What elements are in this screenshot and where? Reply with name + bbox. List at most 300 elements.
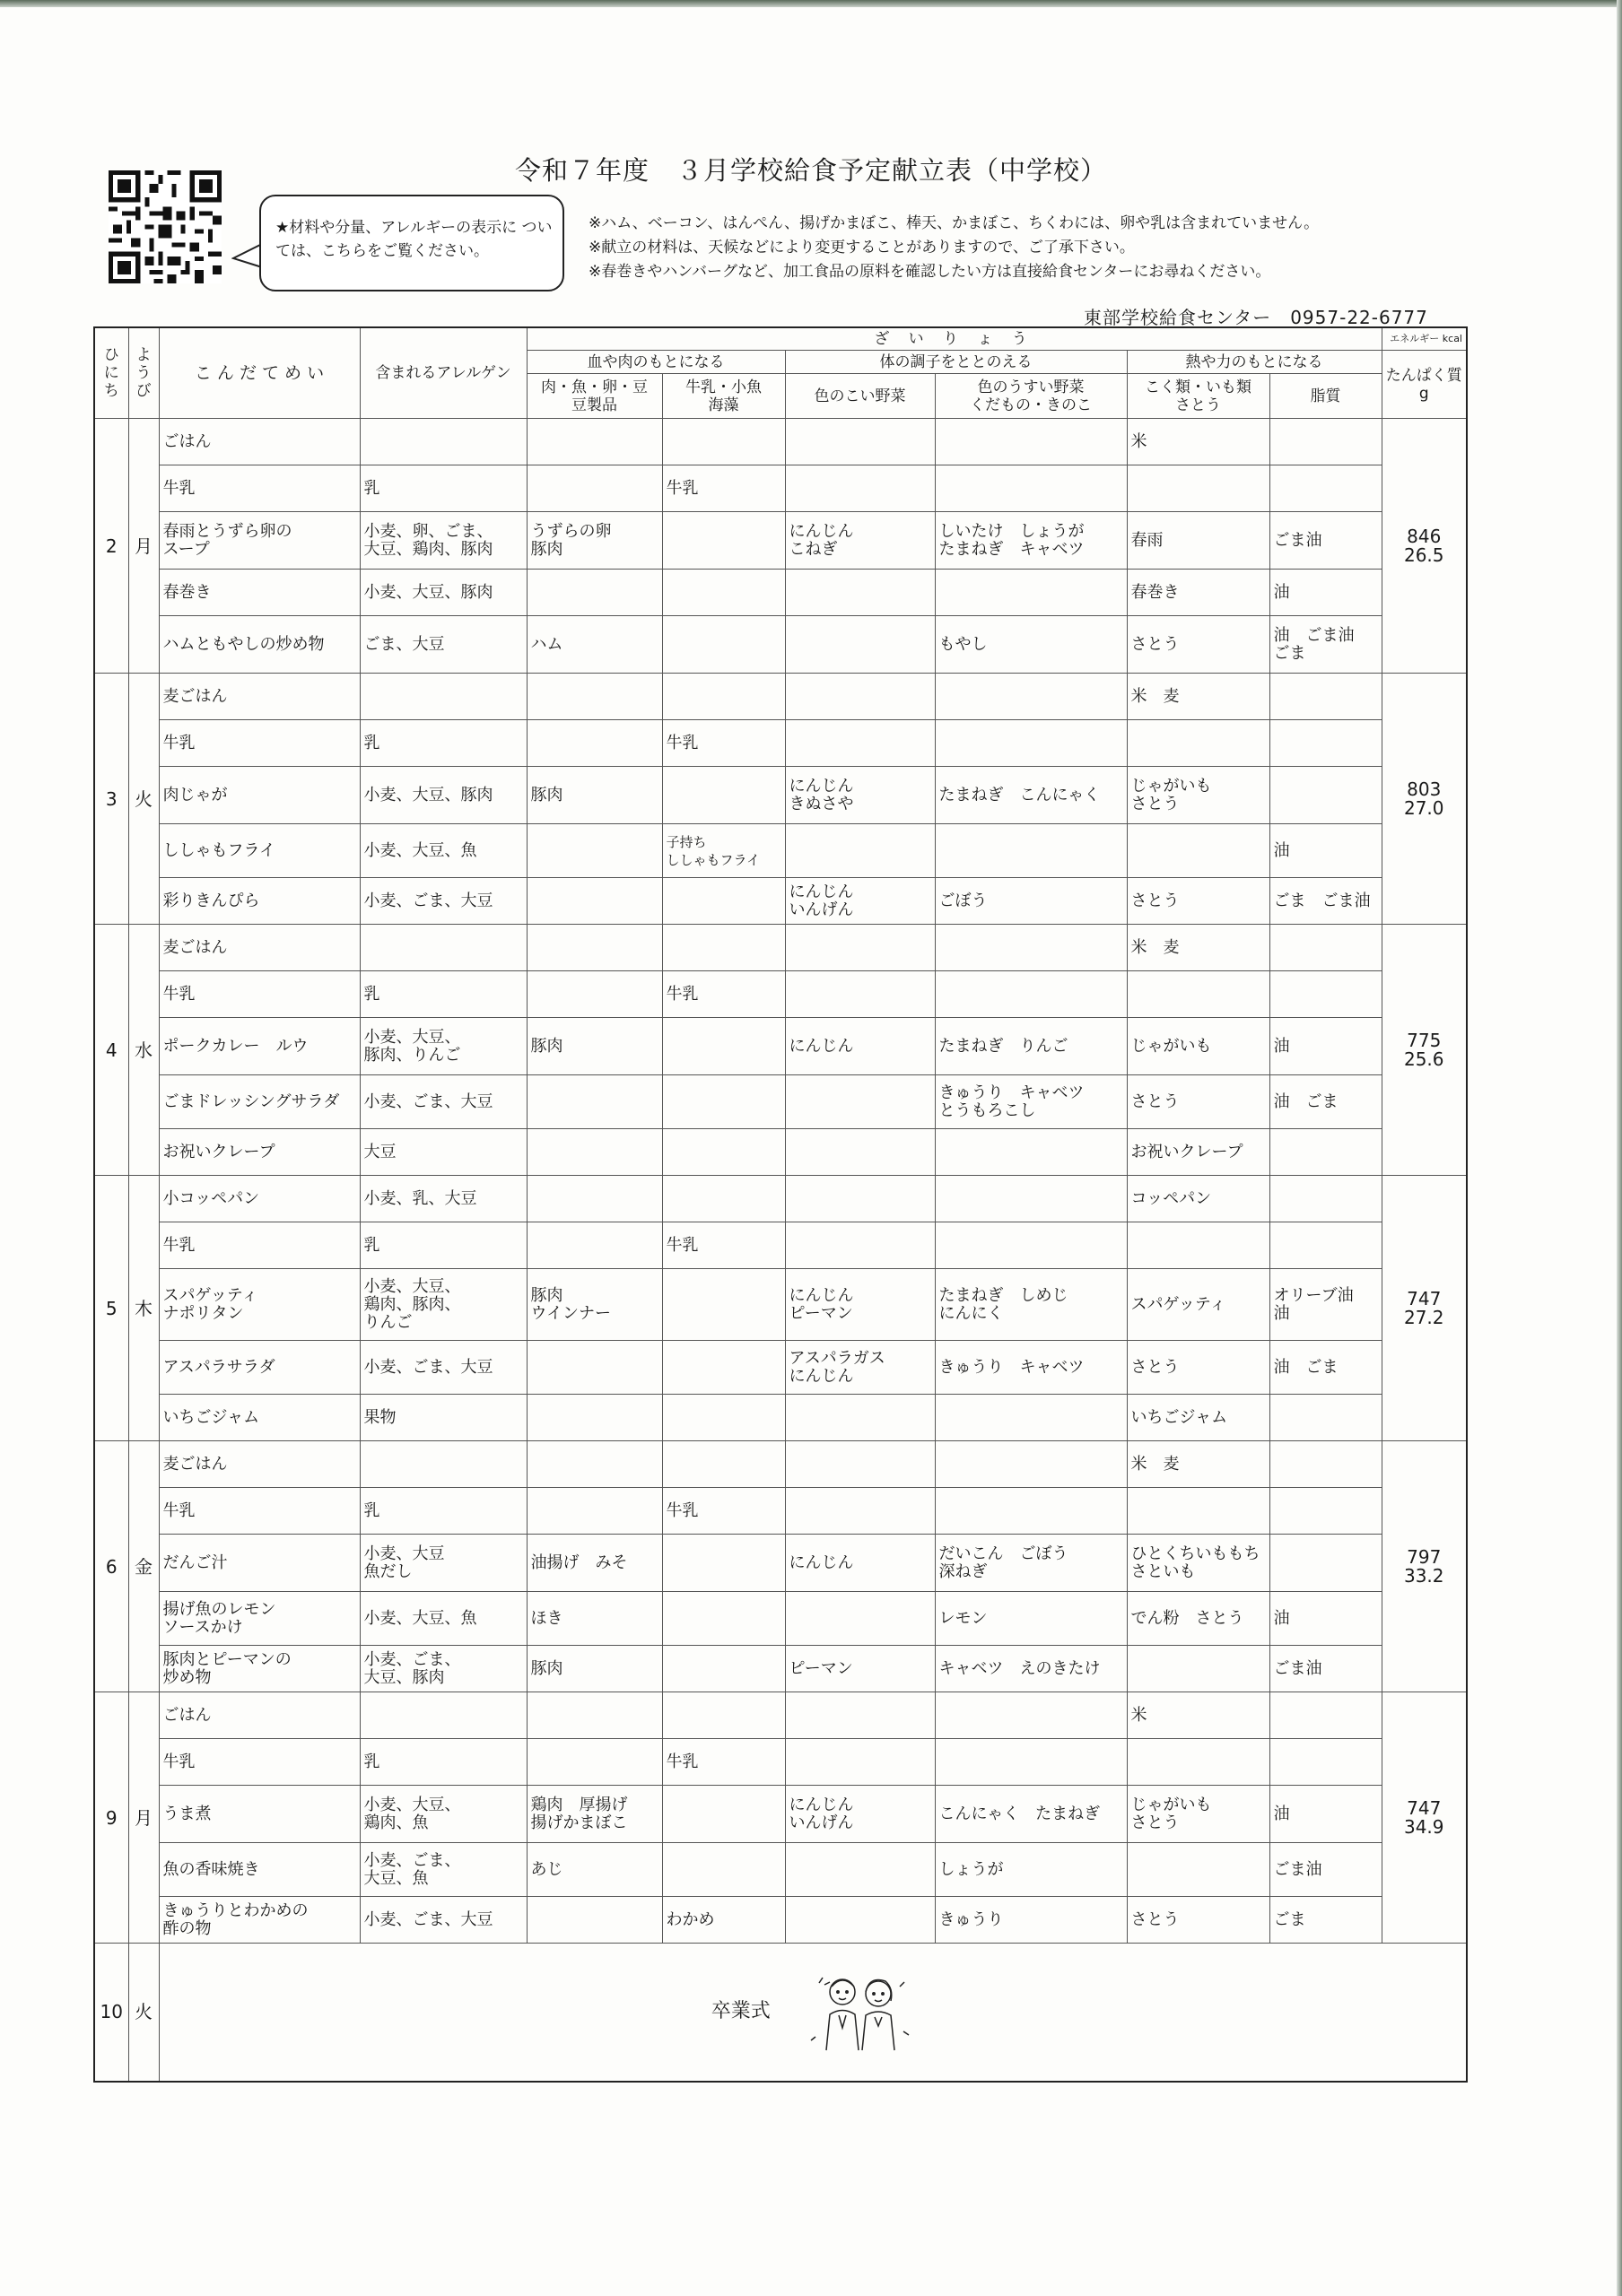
table-row	[94, 419, 1467, 465]
ing-protein	[527, 1488, 662, 1535]
ing-dark-veg: にんじん ピーマン	[785, 1269, 935, 1341]
table-row	[94, 1786, 1467, 1843]
ing-fat: 油	[1269, 1018, 1382, 1075]
ing-protein	[527, 1075, 662, 1129]
ing-milk-seaweed: 牛乳	[662, 465, 785, 512]
allergens: 小麦、ごま、 大豆、魚	[360, 1843, 527, 1897]
ing-protein: 豚肉	[527, 1646, 662, 1692]
ing-milk-seaweed: 牛乳	[662, 971, 785, 1018]
ing-protein: 豚肉	[527, 1018, 662, 1075]
header-c6: 脂質	[1269, 374, 1382, 419]
table-row	[94, 1269, 1467, 1341]
header-group-yellow: 熱や力のもとになる	[1127, 351, 1382, 374]
dish-name: ハムともやしの炒め物	[159, 616, 360, 674]
ing-protein	[527, 1441, 662, 1488]
day-number: 4	[94, 925, 128, 1176]
allergens: 小麦、卵、ごま、 大豆、鶏肉、豚肉	[360, 512, 527, 570]
ing-dark-veg	[785, 465, 935, 512]
ing-light-veg: たまねぎ りんご	[935, 1018, 1127, 1075]
ing-light-veg	[935, 971, 1127, 1018]
ing-fat	[1269, 971, 1382, 1018]
ing-light-veg: きゅうり	[935, 1897, 1127, 1944]
ing-milk-seaweed	[662, 878, 785, 925]
ing-milk-seaweed	[662, 1535, 785, 1592]
ing-grain-sugar	[1127, 1646, 1269, 1692]
ing-milk-seaweed: 牛乳	[662, 1488, 785, 1535]
ing-protein	[527, 925, 662, 971]
protein-value: 33.2	[1403, 1564, 1444, 1587]
nutrition	[1382, 1441, 1467, 1692]
ing-fat: ごま油	[1269, 1843, 1382, 1897]
nutrition	[1382, 1176, 1467, 1441]
table-row	[94, 1739, 1467, 1786]
ing-grain-sugar: 米 麦	[1127, 1441, 1269, 1488]
header-group-red: 血や肉のもとになる	[527, 351, 785, 374]
note-item: ※ハム、ベーコン、はんぺん、揚げかまぼこ、棒天、かまぼこ、ちくわには、卵や乳は含まれていません。	[589, 214, 1320, 232]
ing-fat	[1269, 1692, 1382, 1739]
ing-protein: 豚肉	[527, 767, 662, 824]
table-row	[94, 720, 1467, 767]
dish-name: 牛乳	[159, 1488, 360, 1535]
allergens: 果物	[360, 1395, 527, 1441]
table-row	[94, 878, 1467, 925]
dish-name: 麦ごはん	[159, 1441, 360, 1488]
dish-name: 小コッペパン	[159, 1176, 360, 1222]
ing-milk-seaweed	[662, 1646, 785, 1692]
ing-light-veg	[935, 570, 1127, 616]
ing-fat	[1269, 767, 1382, 824]
graduation-illustration	[807, 1965, 914, 2058]
header-c4: 色のうすい野菜 くだもの・きのこ	[935, 374, 1127, 419]
ing-dark-veg	[785, 824, 935, 878]
header-c3: 色のこい野菜	[785, 374, 935, 419]
ing-grain-sugar	[1127, 1739, 1269, 1786]
dish-name: きゅうりとわかめの 酢の物	[159, 1897, 360, 1944]
ing-dark-veg	[785, 1176, 935, 1222]
allergens: 乳	[360, 465, 527, 512]
ing-grain-sugar: ひとくちいももち さといも	[1127, 1535, 1269, 1592]
ing-milk-seaweed	[662, 1692, 785, 1739]
ing-protein: 油揚げ みそ	[527, 1535, 662, 1592]
allergens: 小麦、ごま、大豆	[360, 1897, 527, 1944]
ing-protein	[527, 1897, 662, 1944]
ing-dark-veg: にんじん こねぎ	[785, 512, 935, 570]
header-c2: 牛乳・小魚 海藻	[662, 374, 785, 419]
ing-fat	[1269, 1395, 1382, 1441]
ing-grain-sugar: さとう	[1127, 1341, 1269, 1395]
allergens: 小麦、大豆、魚	[360, 824, 527, 878]
ing-light-veg: だいこん ごぼう 深ねぎ	[935, 1535, 1127, 1592]
ing-fat	[1269, 720, 1382, 767]
ing-milk-seaweed	[662, 1786, 785, 1843]
info-bubble: ★材料や分量、アレルギーの表示に ついては、こちらをご覧ください。	[259, 195, 564, 291]
ing-fat: 油 ごま	[1269, 1075, 1382, 1129]
dish-name: 揚げ魚のレモン ソースかけ	[159, 1592, 360, 1646]
ing-light-veg	[935, 465, 1127, 512]
ing-grain-sugar	[1127, 824, 1269, 878]
ing-milk-seaweed: 牛乳	[662, 1739, 785, 1786]
dish-name: 春雨とうずら卵の スープ	[159, 512, 360, 570]
allergens: 乳	[360, 971, 527, 1018]
ing-dark-veg	[785, 925, 935, 971]
ing-protein: 豚肉 ウインナー	[527, 1269, 662, 1341]
ing-light-veg: きゅうり キャベツ とうもろこし	[935, 1075, 1127, 1129]
ing-light-veg	[935, 674, 1127, 720]
ing-milk-seaweed	[662, 1269, 785, 1341]
ing-milk-seaweed	[662, 419, 785, 465]
allergens: 小麦、大豆、 鶏肉、魚	[360, 1786, 527, 1843]
table-row	[94, 1395, 1467, 1441]
ing-dark-veg	[785, 1222, 935, 1269]
protein-value: 26.5	[1403, 544, 1444, 566]
ing-grain-sugar: じゃがいも	[1127, 1018, 1269, 1075]
center-contact: 東部学校給食センター 0957-22-6777	[1084, 307, 1428, 328]
energy-value: 797	[1407, 1545, 1442, 1568]
ing-dark-veg	[785, 1592, 935, 1646]
energy-value: 747	[1407, 1287, 1442, 1309]
ing-grain-sugar: 春雨	[1127, 512, 1269, 570]
allergens	[360, 419, 527, 465]
ing-milk-seaweed	[662, 512, 785, 570]
dish-name: ししゃもフライ	[159, 824, 360, 878]
ing-dark-veg	[785, 1897, 935, 1944]
weekday: 水	[128, 925, 159, 1176]
ing-milk-seaweed	[662, 925, 785, 971]
ing-protein	[527, 1129, 662, 1176]
nutrition	[1382, 419, 1467, 674]
ing-grain-sugar	[1127, 1222, 1269, 1269]
allergens: 乳	[360, 720, 527, 767]
dish-name: お祝いクレープ	[159, 1129, 360, 1176]
ing-protein	[527, 1341, 662, 1395]
allergens: 小麦、大豆 魚だし	[360, 1535, 527, 1592]
ing-dark-veg	[785, 674, 935, 720]
ing-milk-seaweed	[662, 767, 785, 824]
note-item: ※春巻きやハンバーグなど、加工食品の原料を確認したい方は直接給食センターにお尋ねください。	[589, 263, 1271, 281]
ing-milk-seaweed: わかめ	[662, 1897, 785, 1944]
ing-protein: うずらの卵 豚肉	[527, 512, 662, 570]
table-row	[94, 1944, 1467, 2082]
ing-light-veg: もやし	[935, 616, 1127, 674]
ing-light-veg	[935, 1441, 1127, 1488]
dish-name: 牛乳	[159, 465, 360, 512]
allergens	[360, 674, 527, 720]
header-ingredients: ざ い り ょ う	[527, 327, 1382, 351]
ing-fat: ごま油	[1269, 512, 1382, 570]
ing-fat	[1269, 465, 1382, 512]
table-row	[94, 1075, 1467, 1129]
weekday: 月	[128, 419, 159, 674]
dish-name: うま煮	[159, 1786, 360, 1843]
ing-protein	[527, 1176, 662, 1222]
ing-light-veg: しいたけ しょうが たまねぎ キャベツ	[935, 512, 1127, 570]
ing-grain-sugar	[1127, 720, 1269, 767]
ing-milk-seaweed	[662, 570, 785, 616]
energy-value: 747	[1407, 1796, 1442, 1819]
ing-fat: オリーブ油 油	[1269, 1269, 1382, 1341]
weekday: 月	[128, 1692, 159, 1944]
energy-value: 846	[1407, 525, 1442, 547]
ing-milk-seaweed	[662, 1176, 785, 1222]
table-row	[94, 1535, 1467, 1592]
ing-dark-veg: にんじん きぬさや	[785, 767, 935, 824]
scan-edge-top	[0, 0, 1622, 7]
ing-light-veg: きゅうり キャベツ	[935, 1341, 1127, 1395]
ing-dark-veg	[785, 616, 935, 674]
table-row	[94, 465, 1467, 512]
ing-dark-veg: アスパラガス にんじん	[785, 1341, 935, 1395]
ing-milk-seaweed	[662, 1592, 785, 1646]
ing-fat	[1269, 1129, 1382, 1176]
table-row	[94, 1129, 1467, 1176]
ing-fat: ごま	[1269, 1897, 1382, 1944]
ing-light-veg	[935, 1395, 1127, 1441]
ing-protein: 鶏肉 厚揚げ 揚げかまぼこ	[527, 1786, 662, 1843]
dish-name: 彩りきんぴら	[159, 878, 360, 925]
ing-light-veg	[935, 1488, 1127, 1535]
ing-grain-sugar: お祝いクレープ	[1127, 1129, 1269, 1176]
note-item: ※献立の材料は、天候などにより変更することがありますので、ご了承下さい。	[589, 239, 1135, 257]
ing-protein	[527, 971, 662, 1018]
ing-light-veg: しょうが	[935, 1843, 1127, 1897]
table-row	[94, 1646, 1467, 1692]
header-weekday: よ う び	[128, 327, 159, 419]
energy-value: 775	[1407, 1029, 1442, 1051]
table-row	[94, 616, 1467, 674]
ing-dark-veg	[785, 1441, 935, 1488]
ing-fat: ごま ごま油	[1269, 878, 1382, 925]
allergens: 乳	[360, 1488, 527, 1535]
allergens: 小麦、ごま、大豆	[360, 1341, 527, 1395]
dish-name: 牛乳	[159, 720, 360, 767]
ing-grain-sugar: じゃがいも さとう	[1127, 767, 1269, 824]
ing-fat: 油	[1269, 570, 1382, 616]
nutrition	[1382, 925, 1467, 1176]
header-allergen: 含まれるアレルゲン	[360, 327, 527, 419]
header-energy-unit: エネルギー kcal	[1382, 327, 1467, 351]
ing-fat	[1269, 1535, 1382, 1592]
ing-dark-veg: にんじん	[785, 1535, 935, 1592]
table-row	[94, 925, 1467, 971]
ing-light-veg: キャベツ えのきたけ	[935, 1646, 1127, 1692]
ing-fat	[1269, 925, 1382, 971]
ing-grain-sugar: 春巻き	[1127, 570, 1269, 616]
ing-light-veg	[935, 925, 1127, 971]
day-number: 6	[94, 1441, 128, 1692]
ing-grain-sugar: 米	[1127, 419, 1269, 465]
day-number: 3	[94, 674, 128, 925]
graduation-cell	[159, 1944, 1467, 2082]
dish-name: 麦ごはん	[159, 674, 360, 720]
protein-value: 27.0	[1403, 796, 1444, 819]
ing-protein	[527, 720, 662, 767]
ing-fat	[1269, 1222, 1382, 1269]
dish-name: ごはん	[159, 1692, 360, 1739]
table-row	[94, 1488, 1467, 1535]
ing-grain-sugar: 米	[1127, 1692, 1269, 1739]
table-row	[94, 1441, 1467, 1488]
ing-grain-sugar: じゃがいも さとう	[1127, 1786, 1269, 1843]
ing-grain-sugar: さとう	[1127, 1075, 1269, 1129]
ing-milk-seaweed: 子持ち ししゃもフライ	[662, 824, 785, 878]
ing-light-veg	[935, 1176, 1127, 1222]
protein-value: 25.6	[1403, 1048, 1444, 1070]
table-row	[94, 824, 1467, 878]
protein-value: 34.9	[1403, 1815, 1444, 1838]
weekday: 火	[128, 674, 159, 925]
day-number: 5	[94, 1176, 128, 1441]
dish-name: 豚肉とピーマンの 炒め物	[159, 1646, 360, 1692]
ing-light-veg: こんにゃく たまねぎ	[935, 1786, 1127, 1843]
ing-fat	[1269, 674, 1382, 720]
ing-milk-seaweed	[662, 616, 785, 674]
dish-name: 春巻き	[159, 570, 360, 616]
menu-table	[93, 326, 1468, 2083]
ing-protein	[527, 1739, 662, 1786]
ing-milk-seaweed	[662, 1441, 785, 1488]
ing-fat: ごま油	[1269, 1646, 1382, 1692]
allergens: 小麦、大豆、豚肉	[360, 570, 527, 616]
allergens	[360, 925, 527, 971]
table-row	[94, 1592, 1467, 1646]
ing-light-veg	[935, 1692, 1127, 1739]
ing-milk-seaweed	[662, 1843, 785, 1897]
allergens: 小麦、大豆、 豚肉、りんご	[360, 1018, 527, 1075]
ing-grain-sugar: コッペパン	[1127, 1176, 1269, 1222]
ing-grain-sugar: さとう	[1127, 616, 1269, 674]
ing-dark-veg	[785, 971, 935, 1018]
ing-dark-veg	[785, 570, 935, 616]
ing-fat	[1269, 1488, 1382, 1535]
table-row	[94, 570, 1467, 616]
ing-milk-seaweed	[662, 674, 785, 720]
header-day: ひ に ち	[94, 327, 128, 419]
allergens: 小麦、ごま、大豆	[360, 1075, 527, 1129]
table-row	[94, 1843, 1467, 1897]
allergens: 小麦、ごま、 大豆、豚肉	[360, 1646, 527, 1692]
protein-value: 27.2	[1403, 1306, 1444, 1328]
ing-light-veg: ごぼう	[935, 878, 1127, 925]
ing-dark-veg	[785, 720, 935, 767]
ing-fat: 油	[1269, 824, 1382, 878]
header-c5: こく類・いも類 さとう	[1127, 374, 1269, 419]
dish-name: だんご汁	[159, 1535, 360, 1592]
ing-milk-seaweed	[662, 1129, 785, 1176]
notes	[589, 212, 1319, 284]
ing-dark-veg	[785, 1692, 935, 1739]
ing-light-veg: たまねぎ こんにゃく	[935, 767, 1127, 824]
ing-protein	[527, 465, 662, 512]
ing-light-veg: レモン	[935, 1592, 1127, 1646]
table-row	[94, 674, 1467, 720]
scan-edge-right	[1617, 0, 1622, 2296]
table-row	[94, 1692, 1467, 1739]
allergens: 小麦、大豆、豚肉	[360, 767, 527, 824]
ing-grain-sugar: いちごジャム	[1127, 1395, 1269, 1441]
ing-fat: 油 ごま	[1269, 1341, 1382, 1395]
ing-milk-seaweed: 牛乳	[662, 720, 785, 767]
weekday: 火	[128, 1944, 159, 2082]
table-row	[94, 1018, 1467, 1075]
ing-light-veg: たまねぎ しめじ にんにく	[935, 1269, 1127, 1341]
table-row	[94, 971, 1467, 1018]
ing-light-veg	[935, 1739, 1127, 1786]
day-number: 10	[94, 1944, 128, 2082]
ing-grain-sugar: スパゲッティ	[1127, 1269, 1269, 1341]
ing-grain-sugar	[1127, 1843, 1269, 1897]
dish-name: ごはん	[159, 419, 360, 465]
ing-grain-sugar	[1127, 465, 1269, 512]
table-row	[94, 1341, 1467, 1395]
ing-grain-sugar: さとう	[1127, 1897, 1269, 1944]
dish-name: スパゲッティ ナポリタン	[159, 1269, 360, 1341]
ing-fat: 油	[1269, 1592, 1382, 1646]
nutrition	[1382, 674, 1467, 925]
dish-name: 牛乳	[159, 971, 360, 1018]
ing-dark-veg	[785, 419, 935, 465]
ing-dark-veg: にんじん いんげん	[785, 878, 935, 925]
dish-name: 肉じゃが	[159, 767, 360, 824]
dish-name: ごまドレッシングサラダ	[159, 1075, 360, 1129]
ing-milk-seaweed: 牛乳	[662, 1222, 785, 1269]
weekday: 金	[128, 1441, 159, 1692]
ing-fat: 油 ごま油 ごま	[1269, 616, 1382, 674]
table-row	[94, 767, 1467, 824]
qr-code-icon[interactable]	[109, 170, 222, 283]
ing-milk-seaweed	[662, 1341, 785, 1395]
page-title: 令和７年度 ３月学校給食予定献立表（中学校）	[514, 155, 1107, 186]
ing-dark-veg	[785, 1843, 935, 1897]
table-row	[94, 1176, 1467, 1222]
ing-light-veg	[935, 419, 1127, 465]
ing-dark-veg	[785, 1488, 935, 1535]
allergens: 乳	[360, 1222, 527, 1269]
ing-protein	[527, 824, 662, 878]
ing-protein: あじ	[527, 1843, 662, 1897]
allergens: 小麦、乳、大豆	[360, 1176, 527, 1222]
allergens: 乳	[360, 1739, 527, 1786]
ing-protein	[527, 570, 662, 616]
table-row	[94, 1222, 1467, 1269]
ing-protein	[527, 1395, 662, 1441]
allergens: 小麦、大豆、魚	[360, 1592, 527, 1646]
dish-name: アスパラサラダ	[159, 1341, 360, 1395]
ing-protein	[527, 419, 662, 465]
header-c1: 肉・魚・卵・豆 豆製品	[527, 374, 662, 419]
ing-protein	[527, 1222, 662, 1269]
allergens: 小麦、大豆、 鶏肉、豚肉、 りんご	[360, 1269, 527, 1341]
header-protein: たんぱく質 g	[1382, 351, 1467, 419]
ing-dark-veg: にんじん	[785, 1018, 935, 1075]
ing-dark-veg: にんじん いんげん	[785, 1786, 935, 1843]
energy-value: 803	[1407, 778, 1442, 800]
ing-fat	[1269, 1441, 1382, 1488]
dish-name: 牛乳	[159, 1222, 360, 1269]
ing-fat: 油	[1269, 1786, 1382, 1843]
allergens: 大豆	[360, 1129, 527, 1176]
header-group-green: 体の調子をととのえる	[785, 351, 1127, 374]
ing-protein	[527, 674, 662, 720]
ing-protein: ハム	[527, 616, 662, 674]
ing-grain-sugar: でん粉 さとう	[1127, 1592, 1269, 1646]
day-number: 9	[94, 1692, 128, 1944]
ing-protein	[527, 878, 662, 925]
ing-light-veg	[935, 1222, 1127, 1269]
ing-dark-veg	[785, 1129, 935, 1176]
ing-milk-seaweed	[662, 1075, 785, 1129]
graduation-couple-illustration	[807, 1965, 914, 2055]
allergens	[360, 1692, 527, 1739]
